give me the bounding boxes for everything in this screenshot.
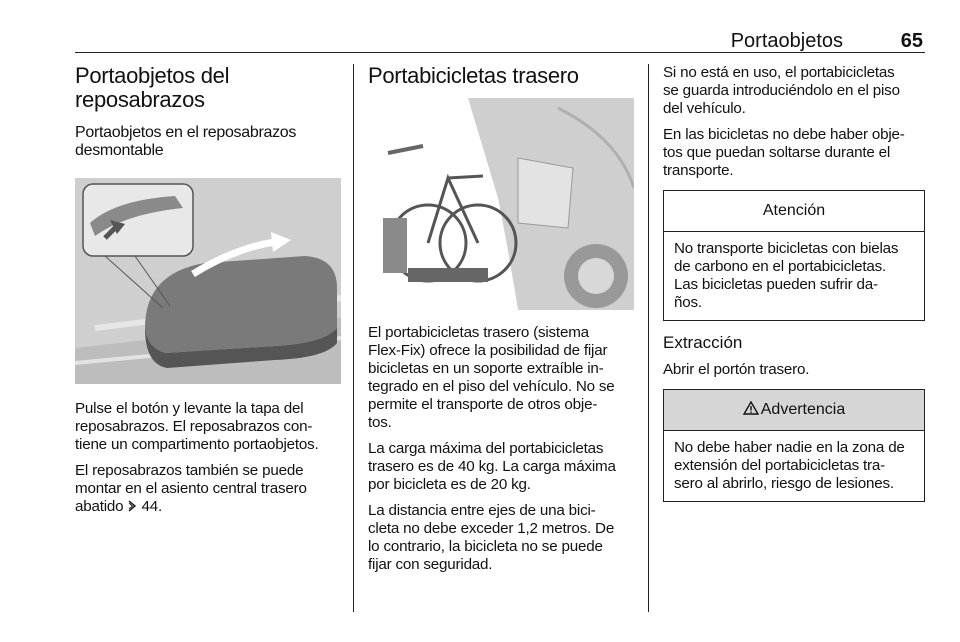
warning-header bbox=[664, 390, 924, 431]
armrest-subtitle: Portaobjetos en el reposabrazos desmontable bbox=[75, 124, 297, 159]
section-title: Portaobjetos bbox=[730, 30, 843, 52]
column-bike-carrier bbox=[368, 64, 634, 574]
warning-triangle-icon bbox=[743, 401, 759, 415]
warning-box bbox=[663, 389, 925, 502]
page-header bbox=[75, 30, 925, 53]
storage-paragraph: Si no está en uso, el portabicicletas se guarda introduciéndolo en el piso del vehículo. bbox=[663, 64, 900, 117]
column-bike-carrier-continued bbox=[663, 64, 925, 502]
caution-body: No transporte bicicletas con bielas de carbono en el portabicicletas. Las bicicletas pueden sufrir da- ños. bbox=[674, 240, 899, 311]
page-reference-icon bbox=[127, 500, 137, 512]
column-divider-2 bbox=[648, 64, 649, 612]
bike-carrier-paragraph-3: La distancia entre ejes de una bici- cleta no debe exceder 1,2 metros. De lo contrario, la bicicleta no se puede fijar con seguridad. bbox=[368, 502, 615, 573]
bike-carrier-illustration bbox=[368, 98, 634, 310]
bike-carrier-title: Portabicicletas trasero bbox=[368, 63, 579, 88]
armrest-paragraph-1: Pulse el botón y levante la tapa del reposabrazos. El reposabrazos con- tiene un compartimento portaobjetos. bbox=[75, 400, 319, 453]
column-armrest bbox=[75, 64, 341, 516]
warning-body: No debe haber nadie en la zona de extensión del portabicicletas tra- sero al abrirlo, riesgo de lesiones. bbox=[674, 439, 905, 492]
warning-title: Advertencia bbox=[760, 401, 846, 418]
armrest-paragraph-2: El reposabrazos también se puede montar en el asiento central trasero abatido 44. bbox=[75, 462, 307, 515]
transport-paragraph: En las bicicletas no debe haber obje- tos que puedan soltarse durante el transporte. bbox=[663, 126, 905, 179]
caution-box bbox=[663, 190, 925, 321]
extraction-text: Abrir el portón trasero. bbox=[663, 361, 810, 378]
extraction-heading: Extracción bbox=[663, 333, 743, 352]
bike-carrier-paragraph-1: El portabicicletas trasero (sistema Flex-Fix) ofrece la posibilidad de fijar bicicletas en un soporte extraíble in- tegrado en el piso del vehículo. No se permite el transporte de otros obje- tos. bbox=[368, 324, 615, 431]
armrest-illustration bbox=[75, 178, 341, 384]
caution-title: Atención bbox=[664, 191, 924, 232]
column-divider-1 bbox=[353, 64, 354, 612]
bike-carrier-paragraph-2: La carga máxima del portabicicletas trasero es de 40 kg. La carga máxima por bicicleta es de 20 kg. bbox=[368, 440, 616, 493]
page-reference[interactable]: 44. bbox=[141, 498, 163, 515]
armrest-title: Portaobjetos del reposabrazos bbox=[75, 63, 230, 112]
page-number: 65 bbox=[900, 30, 923, 52]
